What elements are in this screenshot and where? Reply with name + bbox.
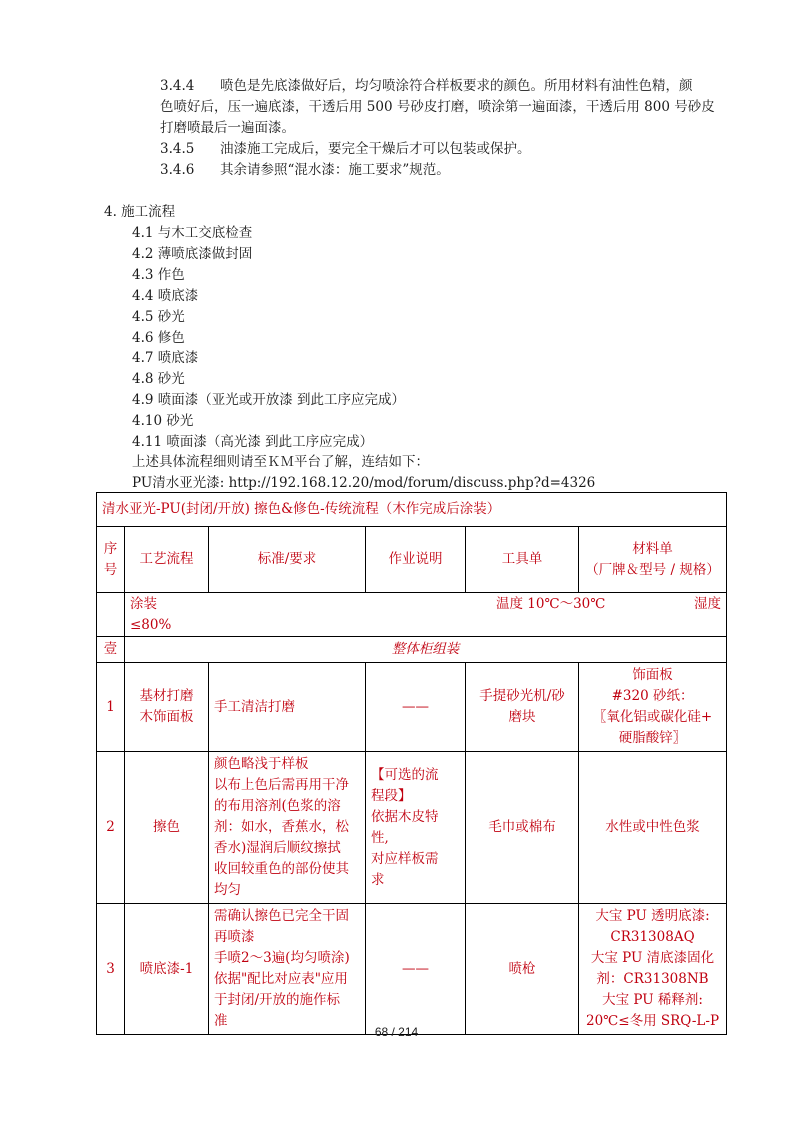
coating-empty-cell: [97, 593, 125, 637]
coating-temperature: 温度 10℃～30℃: [496, 595, 606, 612]
coating-humidity: 湿度: [694, 595, 722, 612]
km-note: 上述具体流程细则请至ＫＭ平台了解，连结如下：: [132, 454, 429, 470]
header-process: 工艺流程: [125, 527, 209, 593]
table-row: [97, 904, 727, 1035]
row-process: 基材打磨 木饰面板: [125, 663, 209, 752]
section-title: 整体柜组装: [125, 637, 727, 663]
coating-cell: [125, 593, 727, 637]
row-number: 2: [97, 752, 125, 904]
coating-label: 涂装: [130, 595, 157, 612]
step-4-4: 4.4 喷底漆: [132, 288, 199, 304]
section-row: [97, 637, 727, 663]
para-number: 3.4.5: [160, 141, 195, 157]
row-operation: ——: [366, 663, 466, 752]
para-3-4-4-line3: 打磨喷最后一遍面漆。: [160, 120, 295, 136]
page-number: 68 / 214: [374, 1025, 419, 1039]
row-materials: 水性或中性色浆: [579, 752, 727, 904]
row-process: 擦色: [125, 752, 209, 904]
header-operation: 作业说明: [366, 527, 466, 593]
para-text: 喷色是先底漆做好后，均匀喷涂符合样板要求的颜色。所用材料有油性色精，颜: [220, 78, 693, 94]
table-row: [97, 663, 727, 752]
para-text: 油漆施工完成后，要完全干燥后才可以包装或保护。: [220, 141, 531, 157]
step-4-3: 4.3 作色: [132, 267, 185, 283]
step-4-6: 4.6 修色: [132, 330, 185, 346]
para-number: 3.4.6: [160, 162, 195, 178]
step-4-11: 4.11 喷面漆（高光漆 到此工序应完成）: [132, 434, 374, 450]
step-4-1: 4.1 与木工交底检查: [132, 225, 253, 241]
km-link[interactable]: PU清水亚光漆: http://192.168.12.20/mod/forum/discuss.php?d=4326: [132, 475, 596, 491]
table-header-row: [97, 527, 727, 593]
step-4-9: 4.9 喷面漆（亚光或开放漆 到此工序应完成）: [132, 392, 406, 408]
section-4-heading: 4. 施工流程: [104, 204, 176, 220]
row-materials: 大宝 PU 透明底漆: CR31308AQ 大宝 PU 清底漆固化 剂：CR31308NB 大宝 PU 稀释剂: 20℃≤冬用 SRQ-L-P: [579, 904, 727, 1035]
row-standard: 颜色略浅于样板 以布上色后需再用干净 的布用溶剂(色浆的溶 剂：如水，香蕉水，松 香水)湿润后顺纹擦拭 收回较重色的部份使其 均匀: [209, 752, 366, 904]
row-number: 1: [97, 663, 125, 752]
table-row: [97, 752, 727, 904]
coating-humidity-value: ≤80%: [130, 616, 172, 633]
step-4-2: 4.2 薄喷底漆做封固: [132, 246, 253, 262]
para-3-4-4-line2: 色喷好后，压一遍底漆，干透后用 500 号砂皮打磨，喷涂第一遍面漆，干透后用 800 号砂皮: [160, 99, 715, 115]
row-number: 3: [97, 904, 125, 1035]
header-standard: 标准/要求: [209, 527, 366, 593]
para-3-4-4-line1: [160, 76, 693, 96]
header-materials: 材料单 （厂牌＆型号 / 规格）: [579, 527, 727, 593]
step-4-5: 4.5 砂光: [132, 309, 185, 325]
row-tools: 喷枪: [466, 904, 579, 1035]
para-3-4-6: [160, 160, 450, 180]
table-title-row: [97, 493, 727, 527]
row-standard: 需确认擦色已完全干固 再喷漆 手喷2～3遍(均匀喷涂) 依据"配比对应表"应用 于封闭/开放的施作标 准: [209, 904, 366, 1035]
row-operation: 【可选的流 程段】 依据木皮特 性, 对应样板需 求: [366, 752, 466, 904]
coating-row: [97, 593, 727, 637]
table-title: 清水亚光-PU(封闭/开放) 擦色&修色-传统流程（木作完成后涂装）: [97, 493, 727, 527]
row-operation: ——: [366, 904, 466, 1035]
header-tools: 工具单: [466, 527, 579, 593]
row-tools: 手提砂光机/砂 磨块: [466, 663, 579, 752]
process-table: [96, 492, 727, 1035]
row-tools: 毛巾或棉布: [466, 752, 579, 904]
step-4-8: 4.8 砂光: [132, 371, 185, 387]
step-4-10: 4.10 砂光: [132, 413, 194, 429]
para-number: 3.4.4: [160, 78, 195, 94]
section-number: 壹: [97, 637, 125, 663]
row-standard: 手工清洁打磨: [209, 663, 366, 752]
row-process: 喷底漆-1: [125, 904, 209, 1035]
step-4-7: 4.7 喷底漆: [132, 350, 199, 366]
para-text: 其余请参照“混水漆：施工要求”规范。: [220, 162, 450, 178]
para-3-4-5: [160, 139, 531, 159]
row-materials: 饰面板 #320 砂纸： 〖氧化铝或碳化硅+ 硬脂酸锌〗: [579, 663, 727, 752]
header-seq: 序号: [97, 527, 125, 593]
